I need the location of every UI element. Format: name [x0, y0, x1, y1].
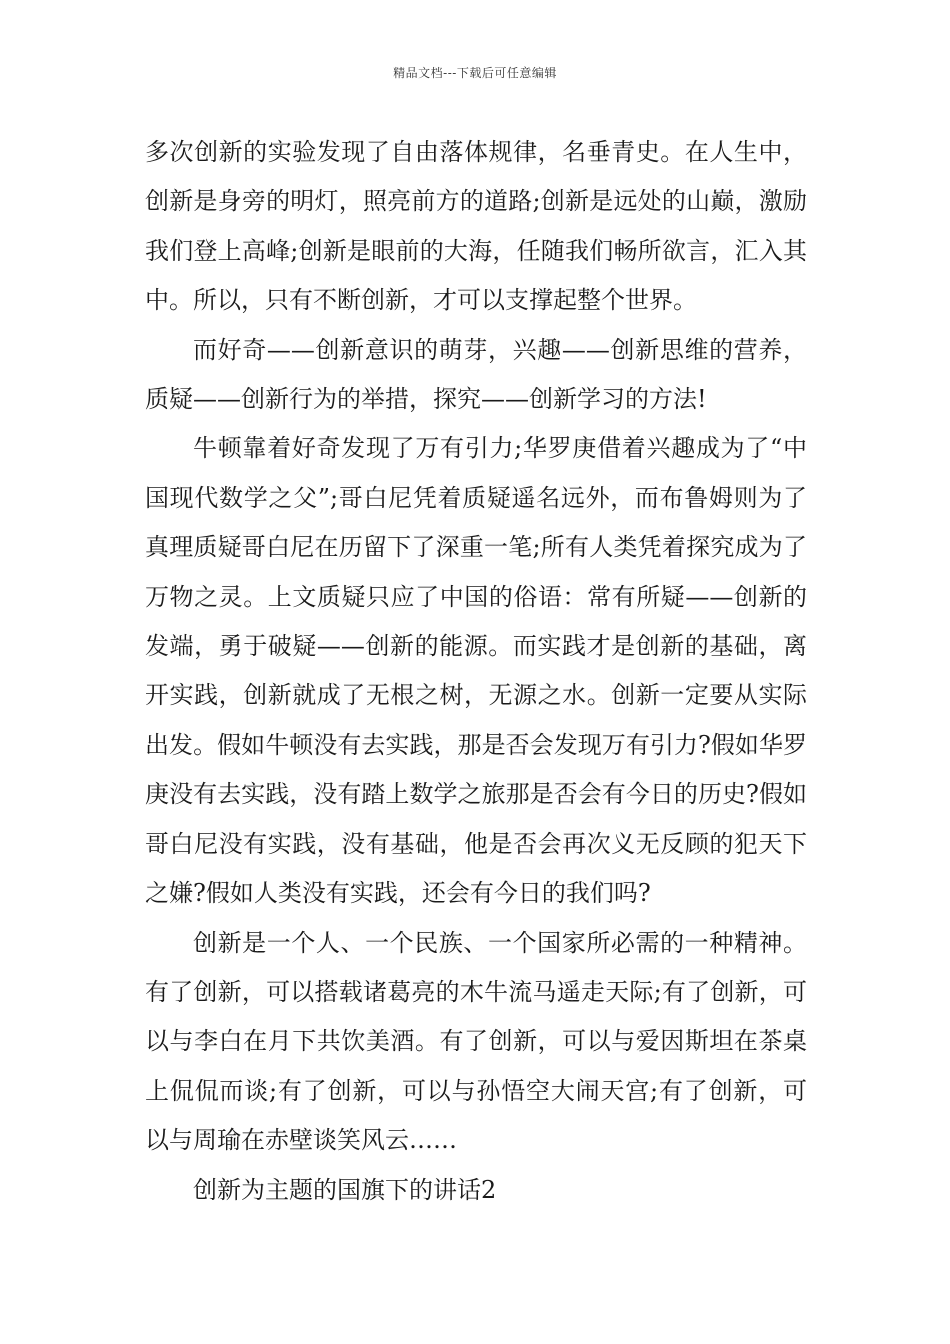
section-heading: 创新为主题的国旗下的讲话2	[193, 1175, 497, 1204]
paragraph-3: 牛顿靠着好奇发现了万有引力;华罗庚借着兴趣成为了“中国现代数学之父”;哥白尼凭着质疑遥名远外，而布鲁姆则为了真理质疑哥白尼在历留下了深重一笔;所有人类凭着探究成为了万物之灵。上文质疑只应了中国的俗语：常有所疑——创新的发端，勇于破疑——创新的能源。而实践才是创新的基础，离开实践，创新就成了无根之树，无源之水。创新一定要从实际出发。假如牛顿没有去实践，那是否会发现万有引力?假如华罗庚没有去实践，没有踏上数学之旅那是否会有今日的历史?假如哥白尼没有实践，没有基础，他是否会再次义无反顾的犯天下之嫌?假如人类没有实践，还会有今日的我们吗?	[145, 434, 807, 908]
paragraph-1: 多次创新的实验发现了自由落体规律，名垂青史。在人生中，创新是身旁的明灯，照亮前方的道路;创新是远处的山巅，激励我们登上高峰;创新是眼前的大海，任随我们畅所欲言，汇入其中。所以，只有不断创新，才可以支撑起整个世界。	[145, 138, 807, 315]
page-header: 精品文档---下载后可任意编辑	[393, 66, 557, 80]
paragraph-2: 而好奇——创新意识的萌芽，兴趣——创新思维的营养，质疑——创新行为的举措，探究——创新学习的方法!	[145, 335, 807, 414]
paragraph-4: 创新是一个人、一个民族、一个国家所必需的一种精神。有了创新，可以搭载诸葛亮的木牛流马遥走天际;有了创新，可以与李白在月下共饮美酒。有了创新，可以与爱因斯坦在茶桌上侃侃而谈;有了创新，可以与孙悟空大闹天宫;有了创新，可以与周瑜在赤壁谈笑风云……	[145, 928, 807, 1155]
document-body	[145, 128, 807, 1215]
